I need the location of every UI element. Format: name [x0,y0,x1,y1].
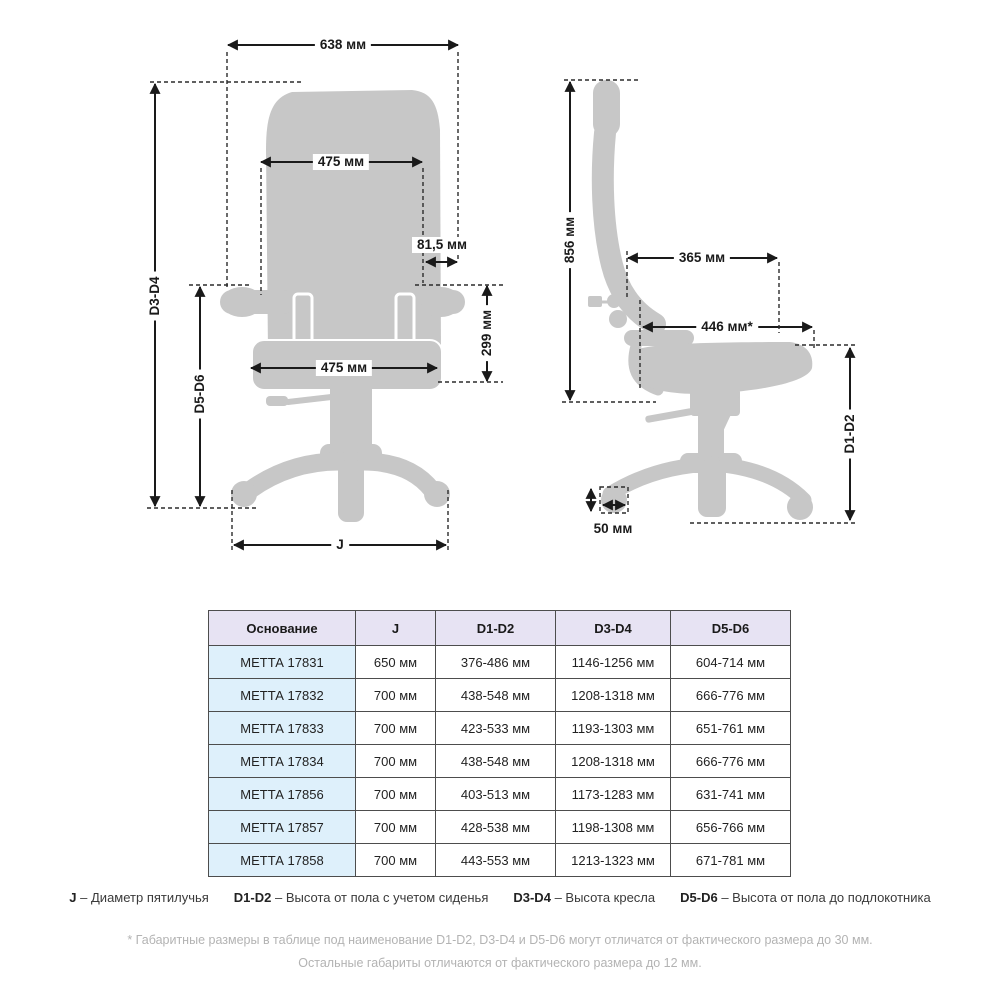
table-row [209,712,791,745]
cell-model: МЕТТА 17832 [209,679,356,712]
dim-front-seat-width: 475 мм [316,360,372,376]
header-base: Основание [209,611,356,646]
dim-side-seat-height-label: D1-D2 [842,409,858,458]
legend-term: D3-D4 [513,890,551,905]
cell-d1d2: 423-533 мм [436,712,556,745]
table-row [209,778,791,811]
dim-front-overall-width: 638 мм [315,37,371,53]
legend-desc: – Высота от пола с учетом сиденья [275,890,489,905]
cell-model: МЕТТА 17856 [209,778,356,811]
dim-front-backrest-width: 475 мм [313,154,369,170]
table-row [209,811,791,844]
table-row [209,745,791,778]
dim-front-chair-height-label: D3-D4 [147,271,163,320]
cell-model: МЕТТА 17834 [209,745,356,778]
header-d5d6: D5-D6 [671,611,791,646]
legend-desc: – Диаметр пятилучья [80,890,209,905]
footnote-line-1: * Габаритные размеры в таблице под наименование D1-D2, D3-D4 и D5-D6 могут отличатся от фактического размера до 30 мм. [127,933,873,947]
cell-j: 700 мм [356,745,436,778]
cell-model: МЕТТА 17857 [209,811,356,844]
spec-table-header [209,611,791,646]
cell-j: 700 мм [356,712,436,745]
cell-d5d6: 631-741 мм [671,778,791,811]
cell-model: МЕТТА 17831 [209,646,356,679]
dim-side-seat-depth: 446 мм* [696,319,758,335]
cell-d5d6: 651-761 мм [671,712,791,745]
cell-d1d2: 428-538 мм [436,811,556,844]
header-j: J [356,611,436,646]
dimension-legend [0,890,1000,905]
cell-model: МЕТТА 17833 [209,712,356,745]
cell-d5d6: 604-714 мм [671,646,791,679]
cell-j: 700 мм [356,679,436,712]
table-row [209,844,791,877]
table-row [209,646,791,679]
legend-item-d1d2 [234,890,489,905]
dim-side-caster-size: 50 мм [589,521,638,537]
table-header-row [209,611,791,646]
cell-d3d4: 1146-1256 мм [556,646,671,679]
dim-front-armrest-offset: 81,5 мм [412,237,472,253]
dim-side-armrest-length: 365 мм [674,250,730,266]
cell-d3d4: 1198-1308 мм [556,811,671,844]
cell-d3d4: 1173-1283 мм [556,778,671,811]
cell-j: 700 мм [356,844,436,877]
spec-table-body [209,646,791,877]
legend-term: D5-D6 [680,890,718,905]
cell-d3d4: 1193-1303 мм [556,712,671,745]
legend-item-j [69,890,209,905]
cell-d1d2: 438-548 мм [436,679,556,712]
cell-j: 650 мм [356,646,436,679]
dim-side-back-height: 856 мм [562,212,578,268]
legend-item-d5d6 [680,890,931,905]
cell-d1d2: 403-513 мм [436,778,556,811]
footnote-line-2: Остальные габариты отличаются от фактического размера до 12 мм. [298,955,702,970]
cell-d3d4: 1213-1323 мм [556,844,671,877]
cell-d1d2: 438-548 мм [436,745,556,778]
cell-j: 700 мм [356,811,436,844]
cell-d5d6: 666-776 мм [671,745,791,778]
header-d3d4: D3-D4 [556,611,671,646]
legend-term: J [69,890,77,905]
cell-model: МЕТТА 17858 [209,844,356,877]
legend-term: D1-D2 [233,890,272,905]
table-row [209,679,791,712]
dim-front-base-diameter-label: J [331,537,349,553]
cell-d5d6: 666-776 мм [671,679,791,712]
legend-desc: – Высота кресла [554,890,656,905]
legend-desc: – Высота от пола до подлокотника [721,890,931,905]
dim-front-backrest-above-seat: 299 мм [479,305,495,361]
legend-item-d3d4 [513,890,655,905]
cell-j: 700 мм [356,778,436,811]
cell-d5d6: 656-766 мм [671,811,791,844]
dim-front-armrest-floor-label: D5-D6 [192,369,208,418]
cell-d1d2: 376-486 мм [436,646,556,679]
cell-d5d6: 671-781 мм [671,844,791,877]
cell-d3d4: 1208-1318 мм [556,745,671,778]
cell-d1d2: 443-553 мм [436,844,556,877]
dimensions-footnote [0,929,1000,974]
header-d1d2: D1-D2 [436,611,556,646]
spec-table [208,610,791,877]
cell-d3d4: 1208-1318 мм [556,679,671,712]
